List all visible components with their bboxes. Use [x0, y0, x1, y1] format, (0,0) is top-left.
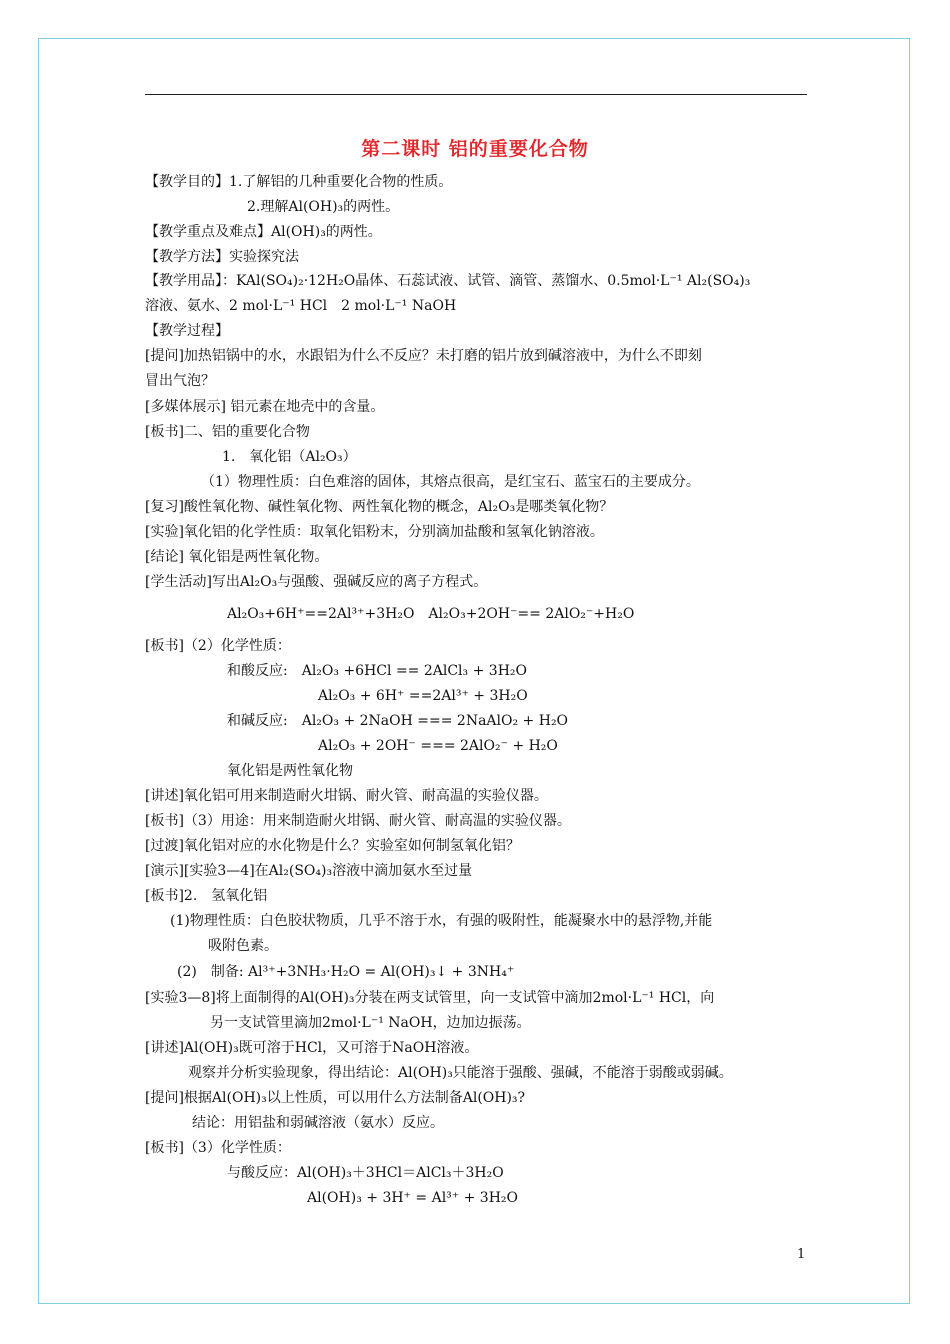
text-line: [学生活动]写出Al₂O₃与强酸、强碱反应的离子方程式。 — [145, 574, 488, 590]
text-line: [复习]酸性氧化物、碱性氧化物、两性氧化物的概念，Al₂O₃是哪类氧化物？ — [145, 499, 614, 515]
text-line: 2.理解Al(OH)₃的两性。 — [247, 199, 400, 215]
text-line: 1. 氧化铝（Al₂O₃） — [222, 449, 357, 465]
text-line: 【教学重点及难点】Al(OH)₃的两性。 — [145, 224, 382, 240]
text-line: 【教学目的】1.了解铝的几种重要化合物的性质。 — [145, 174, 453, 190]
text-line: Al₂O₃ + 2OH⁻ === 2AlO₂⁻ + H₂O — [318, 738, 558, 754]
text-line: [板书]（3）化学性质： — [145, 1140, 291, 1156]
text-line: [板书]（2）化学性质： — [145, 638, 291, 654]
text-line: 和碱反应: Al₂O₃ + 2NaOH === 2NaAlO₂ + H₂O — [227, 713, 569, 729]
text-line: （1）物理性质：白色难溶的固体，其熔点很高，是红宝石、蓝宝石的主要成分。 — [201, 474, 700, 490]
text-line: 溶液、氨水、2 mol·L⁻¹ HCl 2 mol·L⁻¹ NaOH — [145, 298, 457, 314]
text-line: (2) 制备: Al³⁺+3NH₃·H₂O = Al(OH)₃↓ + 3NH₄⁺ — [177, 964, 515, 980]
text-line: 【教学用品】：KAl(SO₄)₂·12H₂O晶体、石蕊试液、试管、滴管、蒸馏水、0.5mol·L⁻¹ Al₂(SO₄)₃ — [145, 273, 751, 289]
text-line: [提问]加热铝锅中的水，水跟铝为什么不反应？未打磨的铝片放到碱溶液中，为什么不即刻 — [145, 348, 702, 364]
text-line: [实验]氧化铝的化学性质：取氧化铝粉末，分别滴加盐酸和氢氧化钠溶液。 — [145, 524, 604, 540]
header-rule — [145, 94, 807, 95]
text-line: [多媒体展示] 铝元素在地壳中的含量。 — [145, 399, 385, 415]
text-line: [板书]（3）用途：用来制造耐火坩锅、耐火管、耐高温的实验仪器。 — [145, 813, 571, 829]
text-line: Al(OH)₃ + 3H⁺ = Al³⁺ + 3H₂O — [307, 1190, 519, 1206]
text-line: 【教学过程】 — [145, 323, 229, 339]
text-line: 冒出气泡？ — [145, 373, 215, 389]
text-line: 另一支试管里滴加2mol·L⁻¹ NaOH，边加边振荡。 — [210, 1015, 531, 1031]
text-line: (1)物理性质：白色胶状物质，几乎不溶于水，有强的吸附性，能凝聚水中的悬浮物,并能 — [170, 913, 713, 929]
text-line: 与酸反应：Al(OH)₃＋3HCl＝AlCl₃＋3H₂O — [227, 1165, 504, 1181]
text-line: [过渡]氧化铝对应的水化物是什么？实验室如何制氢氧化铝？ — [145, 838, 520, 854]
text-line: [实验3—8]将上面制得的Al(OH)₃分装在两支试管里，向一支试管中滴加2mol·L⁻¹ HCl，向 — [145, 990, 715, 1006]
text-line: [提问]根据Al(OH)₃以上性质，可以用什么方法制备Al(OH)₃? — [145, 1090, 526, 1106]
text-line: 吸附色素。 — [208, 938, 278, 954]
text-line: [板书]2. 氢氧化铝 — [145, 888, 268, 904]
text-line: 结论：用铝盐和弱碱溶液（氨水）反应。 — [192, 1115, 444, 1131]
text-line: 氧化铝是两性氧化物 — [227, 763, 353, 779]
text-line: [演示][实验3—4]在Al₂(SO₄)₃溶液中滴加氨水至过量 — [145, 863, 473, 879]
text-line: 观察并分析实验现象，得出结论：Al(OH)₃只能溶于强酸、强碱，不能溶于弱酸或弱碱。 — [188, 1065, 733, 1081]
text-line: 和酸反应: Al₂O₃ +6HCl == 2AlCl₃ + 3H₂O — [227, 663, 527, 679]
page-number: 1 — [797, 1247, 806, 1262]
text-line: Al₂O₃ + 6H⁺ ==2Al³⁺ + 3H₂O — [318, 688, 528, 704]
text-line: [结论] 氧化铝是两性氧化物。 — [145, 549, 329, 565]
text-line: Al₂O₃+6H⁺==2Al³⁺+3H₂O Al₂O₃+2OH⁻== 2AlO₂⁻+H₂O — [227, 606, 635, 622]
text-line: [讲述]Al(OH)₃既可溶于HCl，又可溶于NaOH溶液。 — [145, 1040, 479, 1056]
lesson-title: 第二课时 铝的重要化合物 — [361, 138, 589, 160]
text-line: [讲述]氧化铝可用来制造耐火坩锅、耐火管、耐高温的实验仪器。 — [145, 788, 548, 804]
text-line: [板书]二、铝的重要化合物 — [145, 424, 310, 440]
text-line: 【教学方法】实验探究法 — [145, 249, 299, 265]
